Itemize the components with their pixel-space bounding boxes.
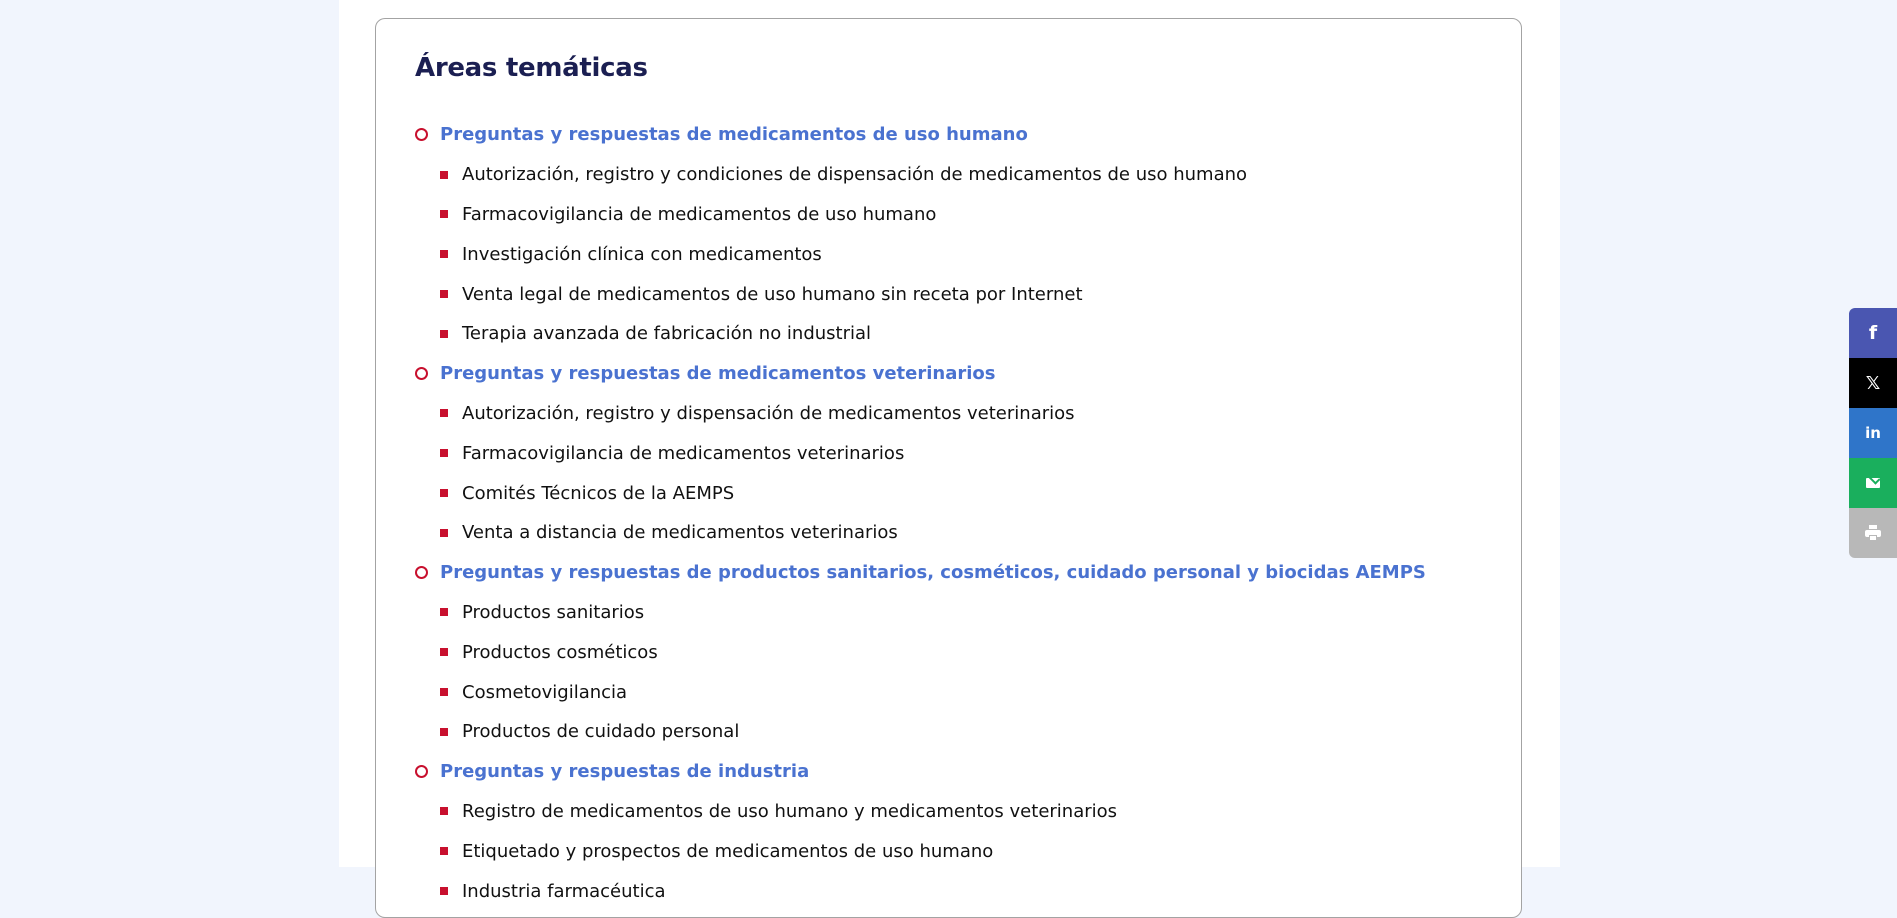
- circle-bullet-icon: [415, 566, 428, 579]
- square-bullet-icon: [440, 210, 448, 218]
- topic-link-label[interactable]: Venta a distancia de medicamentos veterinarios: [462, 522, 898, 544]
- topic-link-label[interactable]: Industria farmacéutica: [462, 880, 666, 902]
- square-bullet-icon: [440, 608, 448, 616]
- topic-link[interactable]: [415, 593, 1426, 633]
- square-bullet-icon: [440, 847, 448, 855]
- topic-link[interactable]: [415, 195, 1426, 235]
- topic-link-label[interactable]: Productos de cuidado personal: [462, 721, 740, 743]
- topic-link-label[interactable]: Productos cosméticos: [462, 641, 658, 663]
- topic-link-label[interactable]: Investigación clínica con medicamentos: [462, 243, 822, 265]
- topic-link[interactable]: [415, 394, 1426, 434]
- topic-link-label[interactable]: Comités Técnicos de la AEMPS: [462, 482, 735, 504]
- topic-link[interactable]: [415, 513, 1426, 553]
- topic-link-label[interactable]: Farmacovigilancia de medicamentos de uso humano: [462, 203, 937, 225]
- section-link-label[interactable]: Preguntas y respuestas de productos sanitarios, cosméticos, cuidado personal y biocidas AEMPS: [440, 562, 1426, 584]
- topic-link[interactable]: [415, 831, 1426, 871]
- topic-link[interactable]: [415, 274, 1426, 314]
- x-share-button[interactable]: [1849, 358, 1897, 408]
- topic-link-label[interactable]: Autorización, registro y dispensación de medicamentos veterinarios: [462, 402, 1075, 424]
- section-link[interactable]: [415, 354, 1426, 394]
- section-link-label[interactable]: Preguntas y respuestas de medicamentos veterinarios: [440, 363, 996, 385]
- facebook-icon: f: [1868, 322, 1878, 344]
- square-bullet-icon: [440, 887, 448, 895]
- square-bullet-icon: [440, 648, 448, 656]
- topic-link[interactable]: [415, 234, 1426, 274]
- print-button[interactable]: [1849, 508, 1897, 558]
- square-bullet-icon: [440, 250, 448, 258]
- square-bullet-icon: [440, 688, 448, 696]
- section-link[interactable]: [415, 752, 1426, 792]
- circle-bullet-icon: [415, 765, 428, 778]
- square-bullet-icon: [440, 728, 448, 736]
- topic-link-label[interactable]: Terapia avanzada de fabricación no industrial: [462, 323, 872, 345]
- topic-link-label[interactable]: Productos sanitarios: [462, 601, 645, 623]
- topic-link[interactable]: [415, 314, 1426, 354]
- print-icon: [1865, 525, 1881, 541]
- square-bullet-icon: [440, 807, 448, 815]
- topics-card: [375, 18, 1522, 918]
- topic-link[interactable]: [415, 672, 1426, 712]
- circle-bullet-icon: [415, 367, 428, 380]
- share-bar: [1849, 308, 1897, 558]
- facebook-share-button[interactable]: [1849, 308, 1897, 358]
- square-bullet-icon: [440, 290, 448, 298]
- topic-link-label[interactable]: Registro de medicamentos de uso humano y medicamentos veterinarios: [462, 800, 1118, 822]
- topic-list: [415, 115, 1426, 911]
- topic-link-label[interactable]: Venta legal de medicamentos de uso humano sin receta por Internet: [462, 283, 1083, 305]
- topic-link[interactable]: [415, 792, 1426, 832]
- topic-link-label[interactable]: Autorización, registro y condiciones de dispensación de medicamentos de uso humano: [462, 164, 1248, 186]
- topic-link[interactable]: [415, 433, 1426, 473]
- section-link[interactable]: [415, 115, 1426, 155]
- square-bullet-icon: [440, 330, 448, 338]
- square-bullet-icon: [440, 409, 448, 417]
- topic-link[interactable]: [415, 473, 1426, 513]
- square-bullet-icon: [440, 171, 448, 179]
- square-bullet-icon: [440, 489, 448, 497]
- topic-link[interactable]: [415, 871, 1426, 911]
- topic-link[interactable]: [415, 712, 1426, 752]
- topic-link-label[interactable]: Etiquetado y prospectos de medicamentos de uso humano: [462, 840, 994, 862]
- circle-bullet-icon: [415, 128, 428, 141]
- topic-link[interactable]: [415, 155, 1426, 195]
- email-icon: [1866, 478, 1880, 488]
- section-link[interactable]: [415, 553, 1426, 593]
- topic-link-label[interactable]: Cosmetovigilancia: [462, 681, 628, 703]
- square-bullet-icon: [440, 529, 448, 537]
- email-share-button[interactable]: [1849, 458, 1897, 508]
- section-link-label[interactable]: Preguntas y respuestas de medicamentos de uso humano: [440, 124, 1028, 146]
- square-bullet-icon: [440, 449, 448, 457]
- topic-link[interactable]: [415, 632, 1426, 672]
- page-column: [339, 0, 1560, 902]
- linkedin-share-button[interactable]: [1849, 408, 1897, 458]
- linkedin-icon: in: [1865, 424, 1881, 442]
- topic-link-label[interactable]: Farmacovigilancia de medicamentos veterinarios: [462, 442, 905, 464]
- section-link-label[interactable]: Preguntas y respuestas de industria: [440, 761, 810, 783]
- x-icon: 𝕏: [1865, 372, 1881, 394]
- card-title: Áreas temáticas: [415, 53, 648, 83]
